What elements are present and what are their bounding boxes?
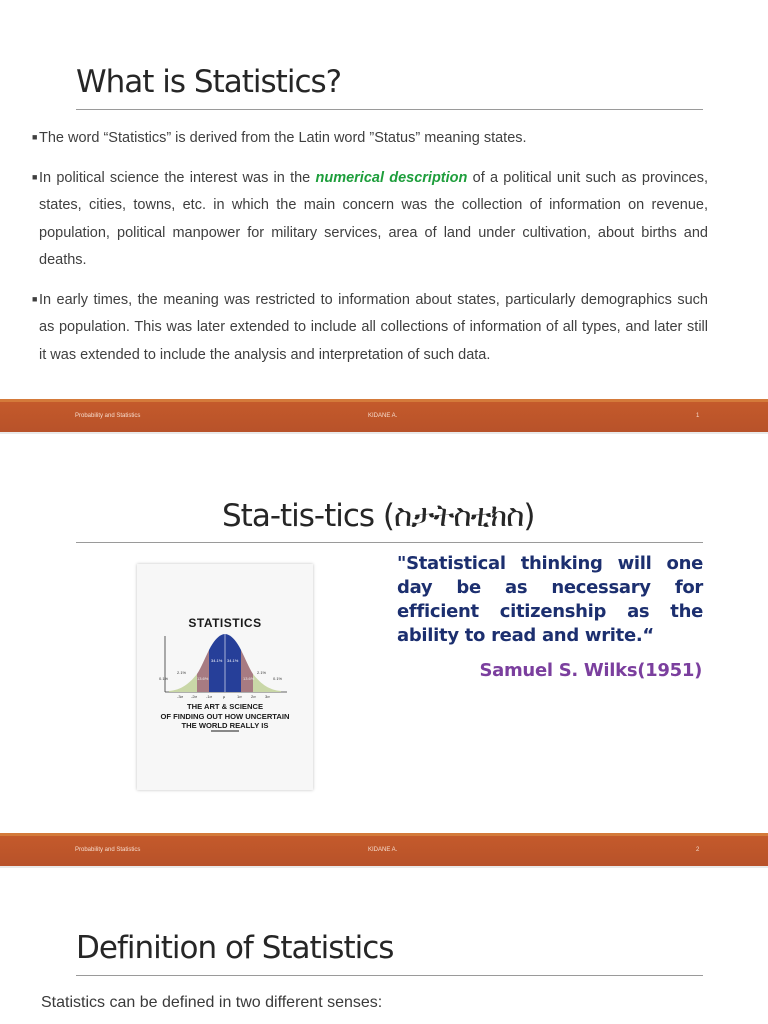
footer-author: KIDANE A. <box>368 847 398 853</box>
bullet-item <box>32 286 708 370</box>
footer-page-number: 2 <box>696 847 700 853</box>
bullet-item <box>32 124 708 153</box>
slide-1-title: What is Statistics? <box>76 64 342 100</box>
pct-label: 13.6% <box>197 676 209 681</box>
two-sigma-region-right <box>241 650 253 692</box>
poster-caption: THE ART & SCIENCE OF FINDING OUT HOW UNCERTAIN THE WORLD REALLY IS <box>160 702 290 730</box>
wilks-quote: "Statistical thinking will one day be as necessary for efficient citizenship as the ability to read and write.“ <box>397 553 703 646</box>
footer-page-number: 1 <box>696 413 700 419</box>
slide-3-body-text: Statistics can be defined in two different senses: <box>41 994 383 1011</box>
axis-tick-label: -3σ <box>177 694 184 699</box>
slide-footer <box>0 399 768 432</box>
pct-label: 0.1% <box>159 676 169 681</box>
slide-1 <box>0 0 768 432</box>
axis-tick-label: -1σ <box>206 694 213 699</box>
bullet-text: of a political unit such as provinces, states, cities, towns, etc. in which the main concern was the collection of information on revenue, population, political manpower for military services, area of land under cultivation, about births and deaths. <box>39 169 709 268</box>
poster-credit-mark <box>211 730 239 732</box>
slide-footer <box>0 833 768 866</box>
slide-2 <box>0 434 768 866</box>
square-bullet-icon: ■ <box>32 132 38 142</box>
bullet-list <box>32 124 708 380</box>
title-rule <box>76 975 703 976</box>
axis-tick-label: μ <box>223 694 226 699</box>
axis-tick-label: -2σ <box>191 694 198 699</box>
slide-2-title: Sta-tis-tics (ስታትስቲክስ) <box>222 498 535 534</box>
bullet-text: In early times, the meaning was restricted to information about states, particularly demographics such as population. This was later extended to include all collections of information of all types, and later still it was extended to include the analysis and interpretation of such data. <box>39 291 708 363</box>
title-rule <box>76 542 703 543</box>
statistics-poster-image <box>137 564 313 790</box>
bullet-text: In political science the interest was in the <box>39 169 316 186</box>
pct-label: 13.6% <box>243 676 255 681</box>
square-bullet-icon: ■ <box>32 293 38 304</box>
axis-tick-label: 2σ <box>251 694 256 699</box>
tail-region-left <box>169 674 197 692</box>
axis-tick-label: 1σ <box>237 694 242 699</box>
footer-course: Probability and Statistics <box>75 847 141 853</box>
footer-author: KIDANE A. <box>368 413 398 419</box>
two-sigma-region-left <box>197 650 209 692</box>
bell-curve-illustration <box>159 634 291 700</box>
axis-tick-label: 3σ <box>265 694 270 699</box>
pct-label: 2.1% <box>177 670 187 675</box>
title-rule <box>76 109 703 110</box>
square-bullet-icon: ■ <box>32 171 38 182</box>
pct-label: 0.1% <box>273 676 283 681</box>
bullet-text: The word “Statistics” is derived from the Latin word ”Status” meaning states. <box>39 130 527 146</box>
quote-author: Samuel S. Wilks(1951) <box>479 660 702 681</box>
poster-title: STATISTICS <box>188 616 262 630</box>
pct-label: 34.1% <box>211 658 223 663</box>
bullet-item <box>32 164 708 275</box>
pct-label: 34.1% <box>227 658 239 663</box>
footer-course: Probability and Statistics <box>75 413 141 419</box>
slide-3-title: Definition of Statistics <box>76 930 394 966</box>
slide-3 <box>0 868 768 1024</box>
highlighted-term: numerical description <box>315 169 468 186</box>
pct-label: 2.1% <box>257 670 267 675</box>
